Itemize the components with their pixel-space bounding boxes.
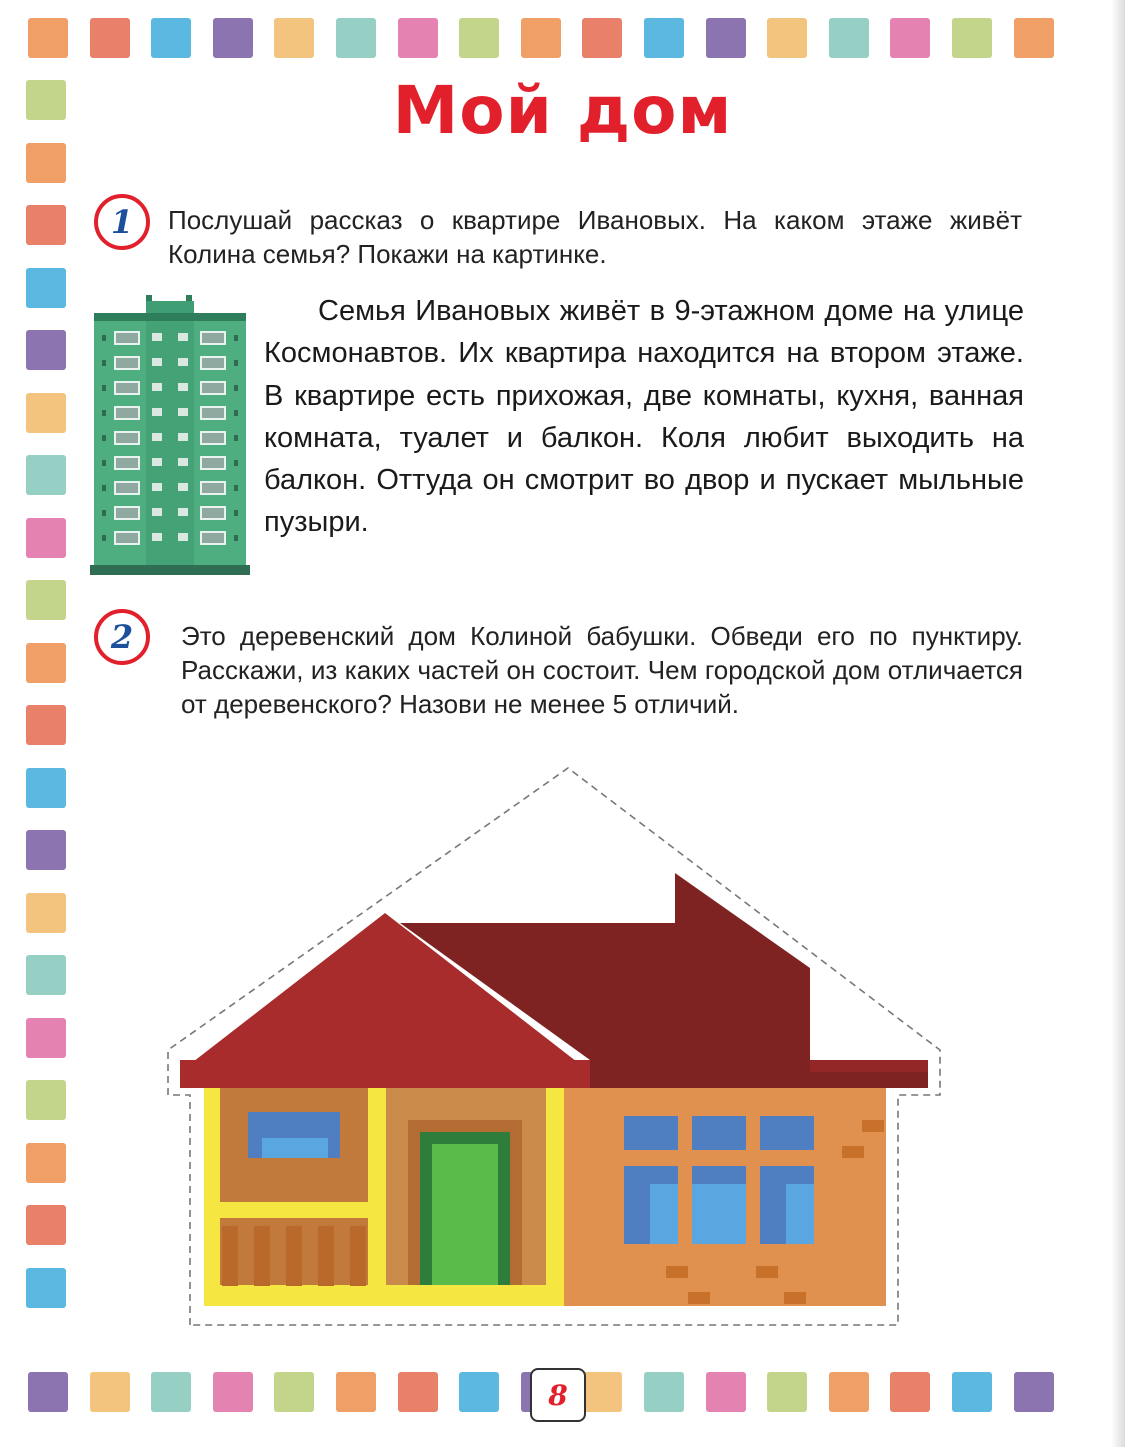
border-square — [213, 18, 253, 58]
border-square — [582, 1372, 622, 1412]
border-square — [26, 205, 66, 245]
border-square — [706, 1372, 746, 1412]
village-house-illustration — [0, 750, 1125, 1350]
border-square — [767, 1372, 807, 1412]
task-1-story — [264, 290, 1024, 544]
border-square — [521, 18, 561, 58]
border-square — [151, 1372, 191, 1412]
border-square — [151, 18, 191, 58]
border-square — [398, 1372, 438, 1412]
task-1-instruction: Послушай рассказ о квартире Ивановых. На каком этаже живёт Колина семья? Покажи на картинке. — [168, 205, 1022, 269]
border-square — [890, 1372, 930, 1412]
task-1-story-text: Семья Ивановых живёт в 9-этажном доме на улице Космонавтов. Их квартира находится на втором этаже. В квартире есть прихожая, две комнаты, кухня, ванная комната, туалет и балкон. Коля любит выходить на балкон. Оттуда он смотрит во двор и пускает мыльные пузыри. — [264, 295, 1024, 539]
border-square — [90, 18, 130, 58]
border-square — [829, 18, 869, 58]
border-square — [90, 1372, 130, 1412]
border-square — [336, 18, 376, 58]
border-square — [767, 18, 807, 58]
border-square — [644, 18, 684, 58]
task-2-badge: 2 — [94, 609, 150, 665]
border-square — [336, 1372, 376, 1412]
border-square — [26, 330, 66, 370]
border-square — [1014, 18, 1054, 58]
border-square — [26, 705, 66, 745]
border-square — [26, 518, 66, 558]
border-square — [890, 18, 930, 58]
task-1-badge: 1 — [94, 194, 150, 250]
border-square — [644, 1372, 684, 1412]
border-square — [582, 18, 622, 58]
border-square — [26, 455, 66, 495]
border-square — [26, 393, 66, 433]
border-square — [706, 18, 746, 58]
border-square — [28, 1372, 68, 1412]
task-2-instruction: Это деревенский дом Колиной бабушки. Обведи его по пунктиру. Расскажи, из каких частей он состоит. Чем городской дом отличается от деревенского? Назови не менее 5 отличий. — [181, 621, 1023, 719]
border-square — [952, 1372, 992, 1412]
border-square — [274, 18, 314, 58]
border-square — [952, 18, 992, 58]
border-square — [213, 1372, 253, 1412]
border-square — [398, 18, 438, 58]
border-square — [1014, 1372, 1054, 1412]
apartment-building-illustration — [90, 295, 250, 575]
border-square — [26, 580, 66, 620]
page-number: 8 — [530, 1368, 586, 1422]
page-title: Мой дом — [392, 72, 733, 149]
border-square — [459, 18, 499, 58]
border-square — [26, 643, 66, 683]
border-square — [459, 1372, 499, 1412]
border-square — [28, 18, 68, 58]
border-square — [274, 1372, 314, 1412]
border-square — [829, 1372, 869, 1412]
border-square — [26, 268, 66, 308]
